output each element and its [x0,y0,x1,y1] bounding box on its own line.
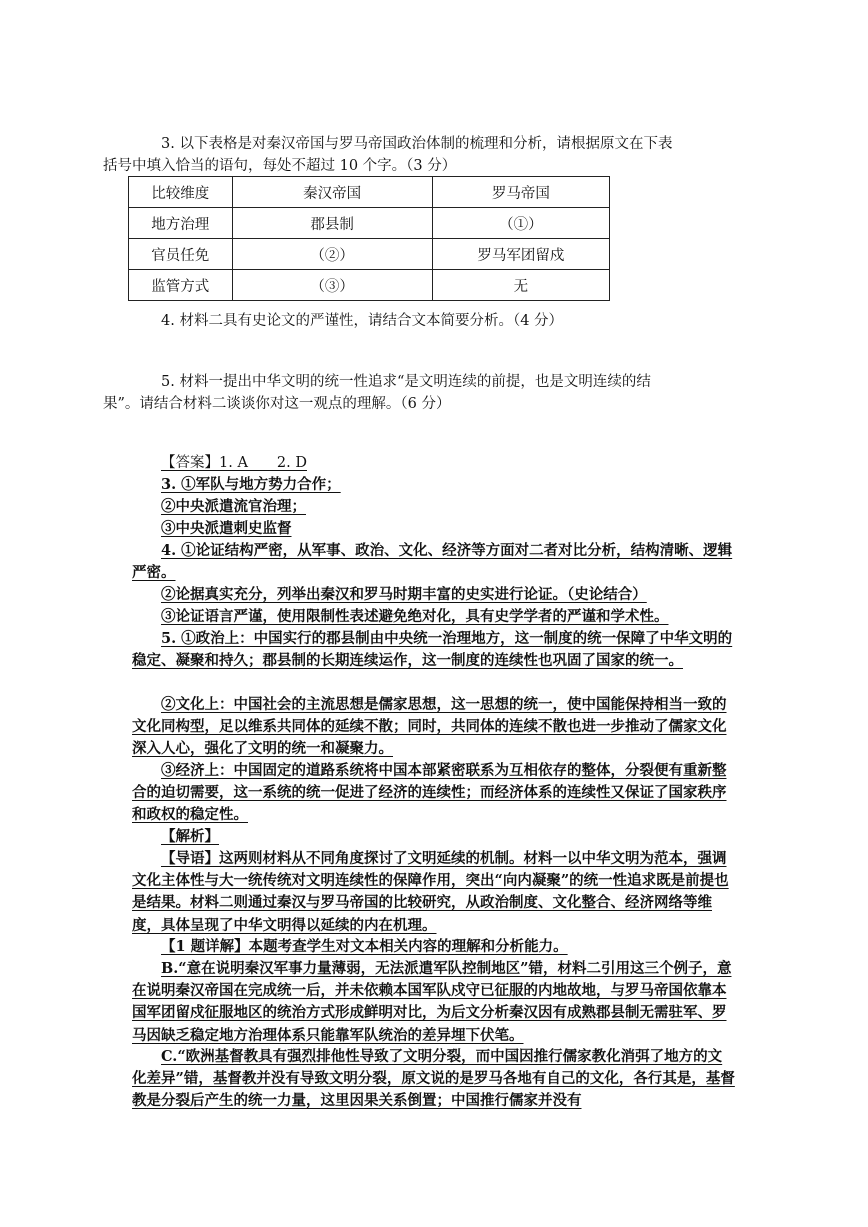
answer-4-part3: ③论证语言严谨，使用限制性表述避免绝对化，具有史学学者的严谨和学术性。 [161,608,669,625]
table-cell: 秦汉帝国 [232,177,432,208]
table-cell: 比较维度 [129,177,233,208]
answer-3-part2: ②中央派遣流官治理； [161,498,306,515]
table-cell: （②） [232,239,432,270]
question-3 [103,133,736,177]
answer-5-part2: ②文化上：中国社会的主流思想是儒家思想，这一思想的统一，使中国能保持相当一致的文化同构型，足以维系共同体的延续不散；同时，共同体的连续不散也进一步推动了儒家文化深入人心，强化了文明的统一和凝聚力。 [132,696,727,758]
answer-3-part3: ③中央派遣刺史监督 [161,520,292,537]
table-cell: 官员任免 [129,239,233,270]
question-5-line1: 5. 材料一提出中华文明的统一性追求“是文明连续的前提，也是文明连续的结 [161,374,651,390]
answer-1-2: 【答案】1. A 2. D [161,455,307,471]
table-row [129,208,610,239]
answer-4-part2: ②论据真实充分，列举出秦汉和罗马时期丰富的史实进行论证。（史论结合） [161,586,647,603]
table-cell: 郡县制 [232,208,432,239]
table-row [129,270,610,301]
analysis-q1-option-b: B.“意在说明秦汉军事力量薄弱，无法派遣军队控制地区”错，材料二引用这三个例子，意在说明秦汉帝国在完成统一后，并未依赖本国军队戍守已征服的内地故地，与罗马帝国依靠本国军团留戍征服地区的统治方式形成鲜明对比，为后文分析秦汉因有成熟郡县制无需驻军、罗马因缺乏稳定地方治理体系只能靠军队统治的差异埋下伏笔。 [132,960,732,1044]
table-row [129,239,610,270]
analysis-q1-title: 【1 题详解】本题考查学生对文本相关内容的理解和分析能力。 [161,938,568,955]
answer-5-part1: 5. ①政治上：中国实行的郡县制由中央统一治理地方，这一制度的统一保障了中华文明的稳定、凝聚和持久；郡县制的长期连续运作，这一制度的连续性也巩固了国家的统一。 [132,630,733,670]
question-5-line2: 果”。请结合材料二谈谈你对这一观点的理解。（6 分） [103,396,451,412]
question-5 [103,371,736,415]
question-3-line1: 3. 以下表格是对秦汉帝国与罗马帝国政治体制的梳理和分析，请根据原文在下表 [161,136,673,152]
table-cell: 地方治理 [129,208,233,239]
analysis-guide: 【导语】这两则材料从不同角度探讨了文明延续的机制。材料一以中华文明为范本，强调文化主体性与大一统传统对文明连续性的保障作用，突出“向内凝聚”的统一性追求既是前提也是结果。材料二则通过秦汉与罗马帝国的比较研究，从政治制度、文化整合、经济网络等维度，具体呈现了中华文明得以延续的内在机理。 [132,850,729,934]
analysis-title: 【解析】 [161,828,219,845]
table-cell: （①） [432,208,609,239]
question-4: 4. 材料二具有史论文的严谨性，请结合文本简要分析。（4 分） [161,313,564,329]
comparison-table [128,176,610,301]
table-header-row [129,177,610,208]
table-cell: 罗马军团留戍 [432,239,609,270]
answer-3-part1: 3. ①军队与地方势力合作； [161,476,341,493]
table-cell: 无 [432,270,609,301]
answer-5-part3: ③经济上：中国固定的道路系统将中国本部紧密联系为互相依存的整体，分裂便有重新整合的迫切需要，这一系统的统一促进了经济的连续性；而经济体系的连续性又保证了国家秩序和政权的稳定性。 [132,762,727,824]
analysis-q1-option-c: C.“欧洲基督教具有强烈排他性导致了文明分裂，而中国因推行儒家教化消弭了地方的文化差异”错，基督教并没有导致文明分裂，原文说的是罗马各地有自己的文化，各行其是，基督教是分裂后产生的统一力量，这里因果关系倒置；中国推行儒家并没有 [132,1048,735,1110]
table-cell: （③） [232,270,432,301]
question-3-line2: 括号中填入恰当的语句，每处不超过 10 个字。（3 分） [103,158,457,174]
table-cell: 罗马帝国 [432,177,609,208]
answer-4-part1: 4. ①论证结构严密，从军事、政治、文化、经济等方面对二者对比分析，结构清晰、逻辑严密。 [132,542,733,582]
table-cell: 监管方式 [129,270,233,301]
